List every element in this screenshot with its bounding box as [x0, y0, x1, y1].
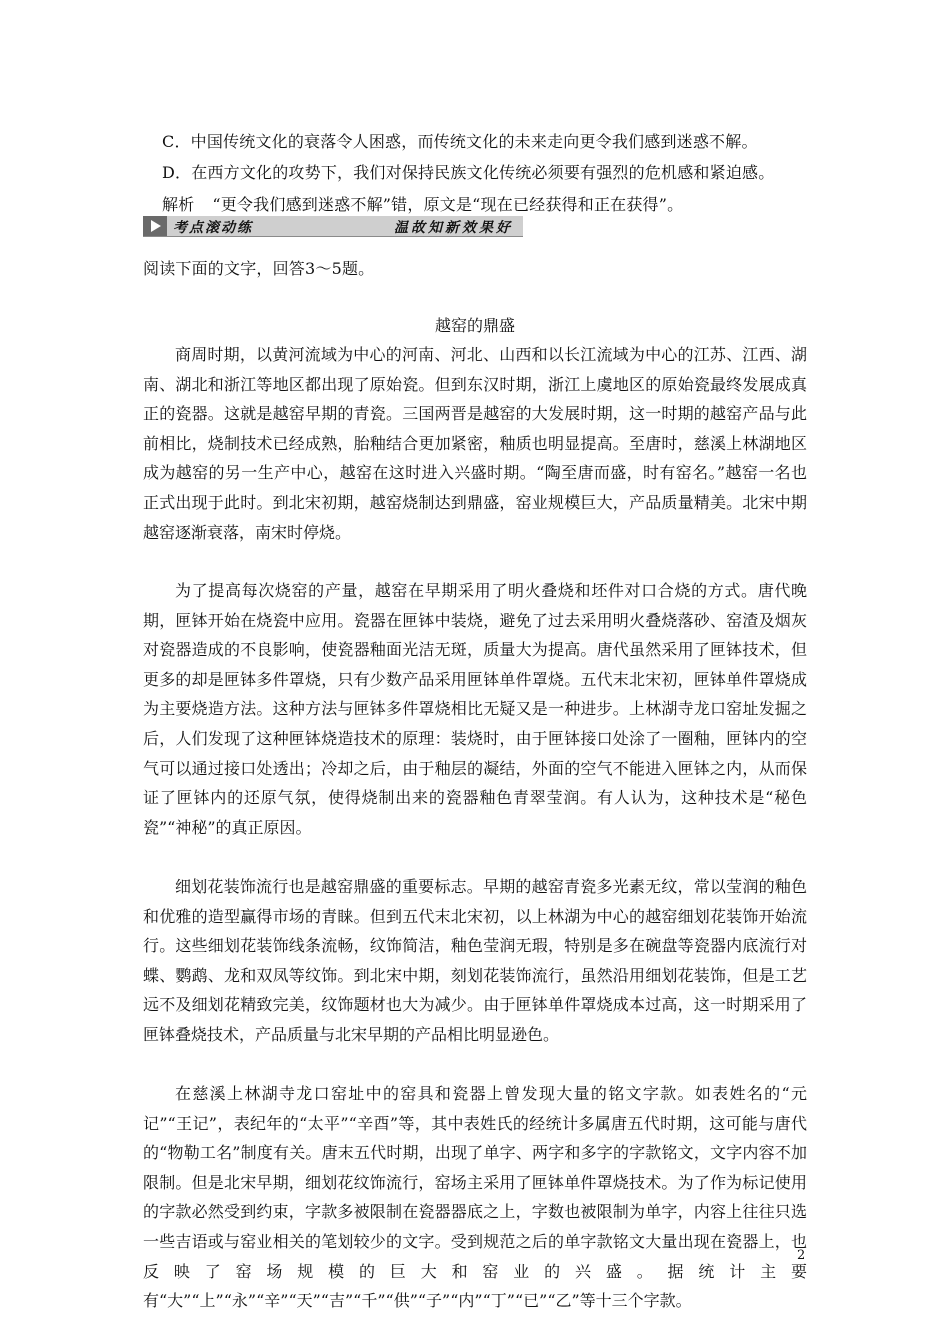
play-arrow-icon: [143, 216, 167, 236]
article-paragraph-3: 细划花装饰流行也是越窑鼎盛的重要标志。早期的越窑青瓷多光素无纹，常以莹润的釉色和优雅的造型赢得市场的青睐。但到五代末北宋初，以上林湖为中心的越窑细划花装饰开始流行。这些细划花装饰线条流畅，纹饰简洁，釉色莹润无瑕，特别是多在碗盘等瓷器内底流行对蝶、鹦鹉、龙和双凤等纹饰。到北宋中期，刻划花装饰流行，虽然沿用细划花装饰，但是工艺远不及细划花精致完美，纹饰题材也大为减少。由于匣钵单件罩烧成本过高，这一时期采用了匣钵叠烧技术，产品质量与北宋早期的产品相比明显逊色。: [143, 877, 807, 1044]
article-title: 越窑的鼎盛: [434, 316, 515, 335]
banner-title: 考点滚动练: [173, 220, 253, 236]
option-d: D．在西方文化的攻势下，我们对保持民族文化传统必须要有强烈的危机感和紧迫感。: [162, 163, 775, 182]
option-c: C．中国传统文化的衰落令人困惑，而传统文化的未来走向更令我们感到迷惑不解。: [162, 132, 758, 151]
analysis-label: 解析: [162, 195, 195, 214]
article-paragraph-2: 为了提高每次烧窑的产量，越窑在早期采用了明火叠烧和坯件对口合烧的方式。唐代晚期，匣钵开始在烧瓷中应用。瓷器在匣钵中装烧，避免了过去采用明火叠烧落砂、窑渣及烟灰对瓷器造成的不良影响，使瓷器釉面光洁无斑，质量大为提高。唐代虽然采用了匣钵技术，但更多的却是匣钵多件罩烧，只有少数产品采用匣钵单件罩烧。五代末北宋初，匣钵单件罩烧成为主要烧造方法。这种方法与匣钵多件罩烧相比无疑又是一种进步。上林湖寺龙口窑址发掘之后，人们发现了这种匣钵烧造技术的原理：装烧时，由于匣钵接口处涂了一圈釉，匣钵内的空气可以通过接口处透出；冷却之后，由于釉层的凝结，外面的空气不能进入匣钵之内，从而保证了匣钵内的还原气氛，使得烧制出来的瓷器釉色青翠莹润。有人认为，这种技术是“秘色瓷”“神秘”的真正原因。: [143, 581, 807, 837]
banner-slogan: 温故知新效果好: [394, 220, 513, 236]
analysis-text: “更令我们感到迷惑不解”错，原文是“现在已经获得和正在获得”。: [212, 195, 684, 214]
analysis: [162, 195, 683, 215]
section-banner: [143, 216, 523, 237]
page-number: 2: [797, 1248, 806, 1263]
article-paragraph-1: 商周时期，以黄河流域为中心的河南、河北、山西和以长江流域为中心的江苏、江西、湖南、湖北和浙江等地区都出现了原始瓷。但到东汉时期，浙江上虞地区的原始瓷最终发展成真正的瓷器。这就是越窑早期的青瓷。三国两晋是越窑的大发展时期，这一时期的越窑产品与此前相比，烧制技术已经成熟，胎釉结合更加紧密，釉质也明显提高。至唐时，慈溪上林湖地区成为越窑的另一生产中心，越窑在这时进入兴盛时期。“陶至唐而盛，时有窑名。”越窑一名也正式出现于此时。到北宋初期，越窑烧制达到鼎盛，窑业规模巨大，产品质量精美。北宋中期越窑逐渐衰落，南宋时停烧。: [143, 345, 807, 542]
reading-instruction: 阅读下面的文字，回答3～5题。: [143, 259, 375, 278]
article-paragraph-4: 在慈溪上林湖寺龙口窑址中的窑具和瓷器上曾发现大量的铭文字款。如表姓名的“元记”“王记”，表纪年的“太平”“辛酉”等，其中表姓氏的经统计多属唐五代时期，这可能与唐代的“物勒工名”制度有关。唐末五代时期，出现了单字、两字和多字的字款铭文，文字内容不加限制。但是北宋早期，细划花纹饰流行，窑场主采用了匣钵单件罩烧技术。为了作为标记使用的字款必然受到约束，字款多被限制在瓷器器底之上，字数也被限制为单字，内容上往往只选一些吉语或与窑业相关的笔划较少的文字。受到规范之后的单字款铭文大量出现在瓷器上，也反映了窑场规模的巨大和窑业的兴盛。据统计主要有“大”“上”“永”“辛”“天”“吉”“千”“供”“子”“内”“丁”“已”“乙”等十三个字款。: [143, 1084, 807, 1311]
